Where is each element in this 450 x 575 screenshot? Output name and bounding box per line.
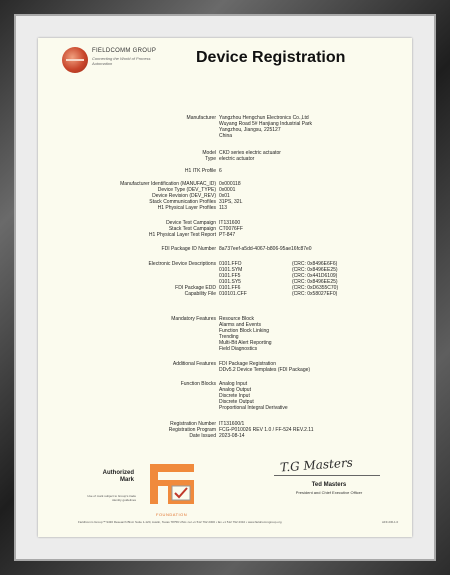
field-value: 0101.FFO [219, 261, 242, 267]
field-value: CKD series electric actuator [219, 150, 281, 156]
field-value: IT131600 [219, 220, 241, 226]
field-value: 0101.FF6 [219, 285, 241, 291]
field-label: Electronic Device Descriptions [148, 261, 216, 267]
field-label: Mandatory Features [171, 316, 216, 322]
field-value: Analog Input [219, 381, 248, 387]
crc-value: (CRC: 0xD6355C70) [292, 285, 339, 291]
field-label: Manufacturer [186, 115, 216, 121]
field-value: Trending [219, 334, 239, 340]
field-value: Field Diagnostics [219, 346, 258, 352]
field-value: 6 [219, 168, 222, 174]
crc-value: (CRC: 0x8496EE25) [292, 267, 338, 273]
field-value: Discrete Input [219, 393, 250, 399]
field-value: 2023-08-14 [219, 433, 245, 439]
signature: T.G Masters [279, 455, 354, 475]
field-value: DDv5.2 Device Templates (FDI Package) [219, 367, 311, 373]
field-value: Analog Output [219, 387, 251, 393]
field-label: FDI Package EDD [175, 285, 216, 291]
crc-value: (CRC: 0x58027EF0) [292, 291, 338, 297]
field-label: Model [202, 150, 216, 156]
field-label: H1 Physical Layer Test Report [148, 232, 216, 238]
form-code: AFF-DR-1.0 [382, 520, 399, 524]
field-label: Additional Features [172, 361, 216, 367]
field-label: H1 Physical Layer Profiles [157, 205, 216, 211]
field-value: IT131600/1 [219, 421, 245, 427]
foundation-logo-icon [150, 464, 194, 510]
field-value: 0101.SY5 [219, 279, 241, 285]
field-label: Device Test Campaign [166, 220, 216, 226]
signer-name: Ted Masters [311, 482, 347, 488]
field-value: Resource Block [219, 316, 255, 322]
field-value: FCG-P010026 REV 1.0 / FF-524 REV.2.11 [219, 427, 314, 433]
field-value: 0x000118 [219, 181, 241, 187]
field-value: 010101.CFF [219, 291, 247, 297]
field-value: Discrete Output [219, 399, 254, 405]
certificate-paper [38, 38, 412, 537]
field-label: Function Blocks [180, 381, 216, 387]
field-value: Multi-Bit Alert Reporting [219, 340, 272, 346]
field-value: Wuyang Road 5# Hanjiang Industrial Park [219, 121, 313, 127]
field-value: Function Block Linking [219, 328, 270, 334]
field-value: CT0076FF [219, 226, 243, 232]
field-label: Capability File [184, 291, 216, 297]
field-label: Registration Number [170, 421, 216, 427]
signature-line [274, 475, 380, 476]
field-value: FDI Package Registration [219, 361, 276, 367]
page-title: Device Registration [196, 49, 346, 66]
fieldcomm-logo-icon [62, 47, 88, 73]
field-label: Device Revision (DEV_REV) [152, 193, 216, 199]
group-name: FIELDCOMM GROUP [92, 48, 157, 54]
field-value: 0101.FF5 [219, 273, 241, 279]
crc-value: (CRC: 0x8496EE25) [292, 279, 338, 285]
field-label: Date Issued [189, 433, 216, 439]
field-label: Type [205, 156, 216, 162]
field-value: 0x0001 [219, 187, 236, 193]
field-label: H1 ITK Profile [184, 168, 216, 174]
field-value: 31PS, 32L [219, 199, 243, 205]
field-label: Manufacturer Identification (MANUFAC_ID) [120, 181, 216, 187]
field-value: electric actuator [219, 156, 255, 162]
field-label: FDI Package ID Number [161, 246, 216, 252]
foundation-label: FOUNDATION [156, 512, 188, 517]
crc-value: (CRC: 0x441D6109) [292, 273, 338, 279]
field-value: China [219, 133, 233, 139]
authorized-mark-label: Authorized Mark [102, 470, 134, 483]
field-value: PT-847 [219, 232, 236, 238]
field-value: Alarms and Events [219, 322, 261, 328]
field-value: 8a737eef-a5dd-4067-b806-95ae16fc87e0 [219, 246, 312, 252]
field-value: 113 [219, 205, 227, 211]
field-value: Proportional Integral Derivative [219, 405, 288, 411]
footer-address: FieldComm Group™ 9430 Research Blvd. Suite 1-120, Austin, Texas 78759 USA • tel +1 512 792 2300 • fax +1 512 792 2310 • www.fieldcommgroup.org [78, 520, 282, 524]
field-value: Yangzhou, Jiangsu, 225127 [219, 127, 281, 133]
signer-title: President and Chief Executive Officer [295, 490, 363, 495]
field-label: Stack Communication Profiles [149, 199, 216, 205]
field-value: 0x01 [219, 193, 230, 199]
field-value: 0101.SYM [219, 267, 243, 273]
group-tagline: Connecting the World of Process Automation [92, 56, 151, 66]
field-label: Stack Test Campaign [168, 226, 216, 232]
crc-value: (CRC: 0x8496E6F6) [292, 261, 338, 267]
field-label: Device Type (DEV_TYPE) [157, 187, 216, 193]
field-label: Registration Program [168, 427, 216, 433]
mark-fine-print: Use of mark subject to Group's trade identity guidelines [87, 494, 136, 502]
field-value: Yangzhou Hengchun Electronics Co.,Ltd [219, 115, 309, 121]
